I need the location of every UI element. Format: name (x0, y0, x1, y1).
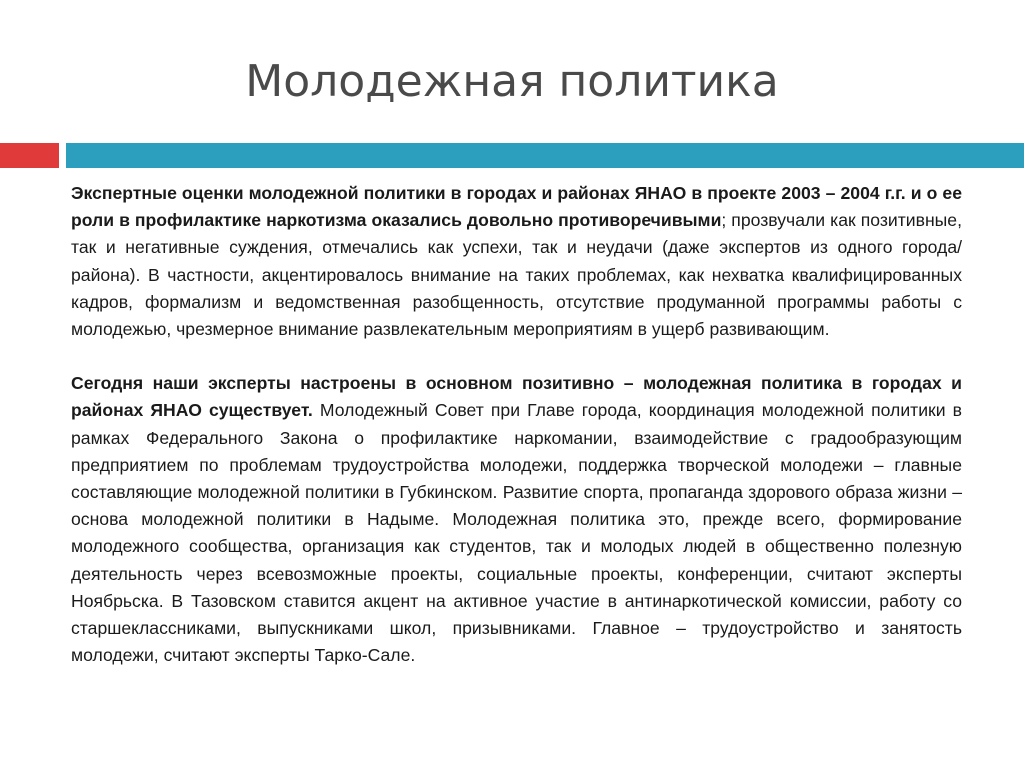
paragraph-2-bold: Сегодня наши эксперты настроены в основном позитивно – молодежная политика в городах и районах ЯНАО существует. (71, 373, 962, 421)
paragraph-1 (71, 180, 962, 343)
paragraph-2 (71, 370, 962, 669)
paragraph-1-text: ; прозвучали как позитивные, так и негативные суждения, отмечались как успехи, так и неудачи (даже экспертов из одного города/района). В частности, акцентировалось внимание на таких проблемах, как нехватка квалифицированных кадров, формализм и ведомственная разобщенность, отсутствие продуманной программы работы с молодежью, чрезмерное внимание развлекательным мероприятиям в ущерб развивающим. (71, 210, 962, 340)
accent-bar-blue (66, 143, 1024, 168)
slide-title: Молодежная политика (245, 56, 779, 107)
slide-body (71, 180, 962, 669)
paragraph-1-bold: Экспертные оценки молодежной политики в городах и районах ЯНАО в проекте 2003 – 2004 г.г. и о ее роли в профилактике наркотизма оказались довольно противоречивыми (71, 183, 962, 231)
accent-bar-red (0, 143, 59, 168)
paragraph-2-text: Молодежный Совет при Главе города, координация молодежной политики в рамках Федерального Закона о профилактике наркомании, взаимодействие с градообразующим предприятием по проблемам трудоустройства молодежи, поддержка творческой молодежи – главные составляющие молодежной политики в Губкинском. Развитие спорта, пропаганда здорового образа жизни – основа молодежной политики в Надыме. Молодежная политика это, прежде всего, формирование молодежного сообщества, организация как студентов, так и молодых людей в общественно полезную деятельность через всевозможные проекты, социальные проекты, конференции, считают эксперты Ноябрьска. В Тазовском ставится акцент на активное участие в антинаркотической комиссии, работу со старшеклассниками, выпускниками школ, призывниками. Главное – трудоустройство и занятость молодежи, считают эксперты Тарко-Сале. (71, 400, 962, 666)
